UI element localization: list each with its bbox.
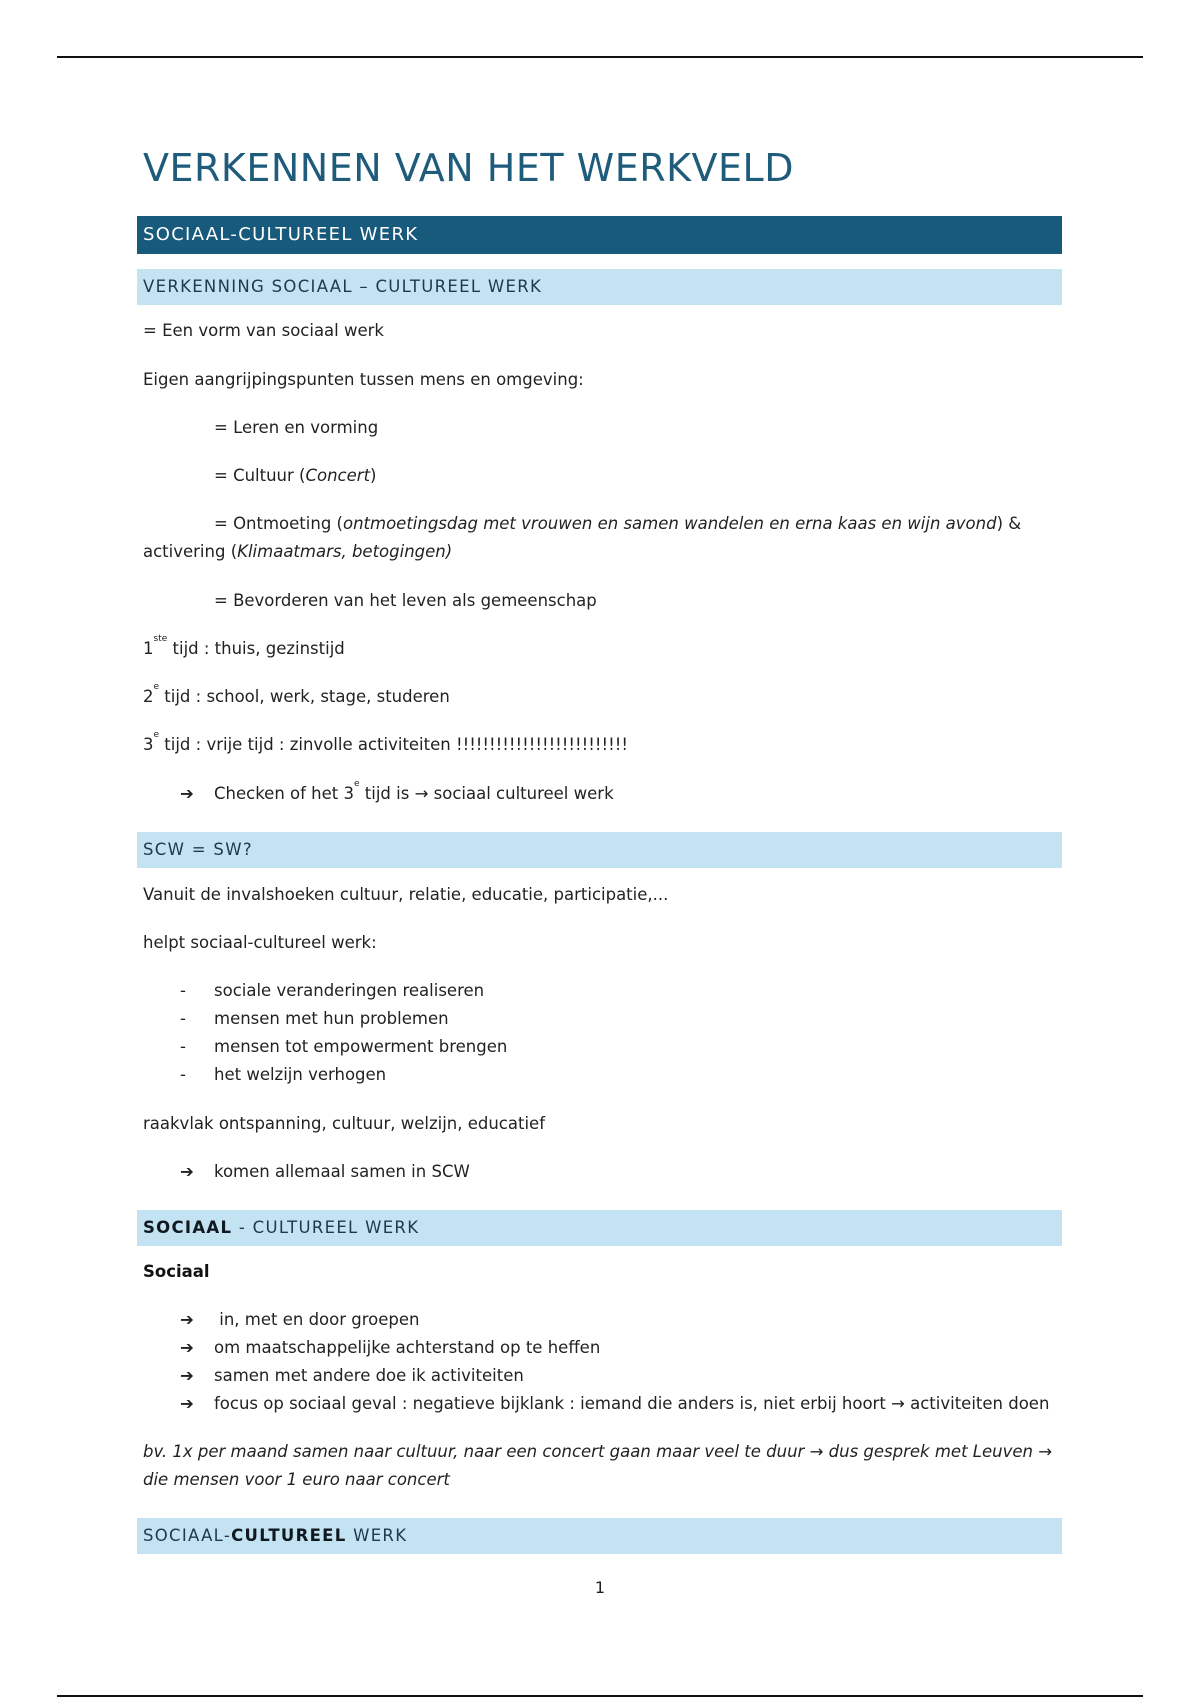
section-heading-main: SOCIAAL-CULTUREEL WERK xyxy=(137,216,1062,254)
document-title: VERKENNEN VAN HET WERKVELD xyxy=(143,146,794,190)
helpt-line: helpt sociaal-cultureel werk: xyxy=(143,933,377,952)
arrow-list-item: ➔ focus op sociaal geval : negatieve bijklank : iemand die anders is, niet erbij hoort → activiteiten doen xyxy=(180,1390,1049,1418)
item-activering: activering (Klimaatmars, betogingen) xyxy=(143,542,453,561)
item-cultuur: = Cultuur (Concert) xyxy=(214,466,377,485)
arrow-icon: ➔ xyxy=(180,1310,194,1329)
intro-line: Eigen aangrijpingspunten tussen mens en omgeving: xyxy=(143,370,584,389)
example-line-1: bv. 1x per maand samen naar cultuur, naar een concert gaan maar veel te duur → dus gesprek met Leuven → xyxy=(143,1442,1053,1461)
header-rule xyxy=(57,56,1143,58)
item-ontmoeting: = Ontmoeting (ontmoetingsdag met vrouwen en samen wandelen en erna kaas en wijn avond) & xyxy=(214,514,1022,533)
tijd-2: 2e tijd : school, werk, stage, studeren xyxy=(143,682,450,706)
example-line-2: die mensen voor 1 euro naar concert xyxy=(143,1470,450,1489)
arrow-icon: ➔ xyxy=(180,1338,194,1357)
list-item: - mensen met hun problemen xyxy=(180,1009,449,1028)
page-number: 1 xyxy=(594,1578,606,1597)
footer-rule xyxy=(57,1695,1143,1697)
arrow-list-item: ➔ om maatschappelijke achterstand op te heffen xyxy=(180,1334,600,1362)
definition-line: = Een vorm van sociaal werk xyxy=(143,321,384,340)
list-item: - het welzijn verhogen xyxy=(180,1065,387,1084)
tijd-3: 3e tijd : vrije tijd : zinvolle activiteiten !!!!!!!!!!!!!!!!!!!!!!!!!! xyxy=(143,730,628,754)
item-gemeenschap: = Bevorderen van het leven als gemeenschap xyxy=(214,591,597,610)
arrow-icon: ➔ xyxy=(180,1394,194,1413)
subsection-heading-cultureel: SOCIAAL-CULTUREEL WERK xyxy=(137,1518,1062,1554)
invalshoeken-line: Vanuit de invalshoeken cultuur, relatie, educatie, participatie,... xyxy=(143,885,669,904)
list-item: - sociale veranderingen realiseren xyxy=(180,981,485,1000)
subsection-heading-scw-sw: SCW = SW? xyxy=(137,832,1062,868)
arrow-item-scw: ➔ komen allemaal samen in SCW xyxy=(180,1158,470,1186)
arrow-icon: ➔ xyxy=(180,1366,194,1385)
arrow-list-item: ➔ in, met en door groepen xyxy=(180,1306,420,1334)
list-item: - mensen tot empowerment brengen xyxy=(180,1037,508,1056)
sociaal-label: Sociaal xyxy=(143,1262,210,1281)
subsection-heading-sociaal: SOCIAAL - CULTUREEL WERK xyxy=(137,1210,1062,1246)
raakvlak-line: raakvlak ontspanning, cultuur, welzijn, educatief xyxy=(143,1114,546,1133)
arrow-item-checken: ➔ Checken of het 3e tijd is → sociaal cultureel werk xyxy=(180,780,614,808)
arrow-icon: ➔ xyxy=(180,1162,194,1181)
arrow-list-item: ➔ samen met andere doe ik activiteiten xyxy=(180,1362,524,1390)
tijd-1: 1ste tijd : thuis, gezinstijd xyxy=(143,634,345,658)
item-leren: = Leren en vorming xyxy=(214,418,379,437)
subsection-heading-verkenning: VERKENNING SOCIAAL – CULTUREEL WERK xyxy=(137,269,1062,305)
arrow-icon: ➔ xyxy=(180,784,194,803)
